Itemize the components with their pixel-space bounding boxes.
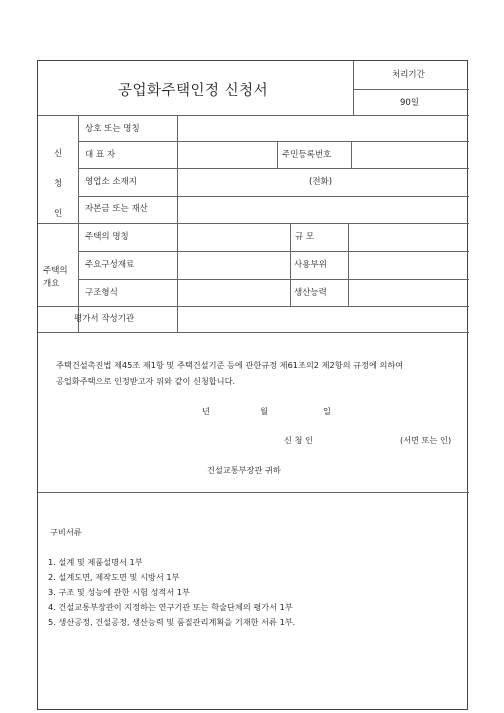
form-title: 공업화주택인정 신청서 — [118, 83, 269, 99]
trade-name-label: 상호 또는 명칭 — [85, 124, 140, 134]
document-item-2: 2. 설계도면, 제작도면 및 시방서 1부 — [48, 572, 180, 582]
date-day-label: 일 — [323, 406, 331, 416]
structure-label: 구조형식 — [85, 288, 118, 298]
applicant-sign-field[interactable] — [326, 431, 398, 447]
housing-side-label-1: 주택의 — [43, 266, 68, 276]
header-divider — [353, 61, 354, 115]
capacity-field[interactable] — [349, 280, 468, 305]
representative-field[interactable] — [178, 142, 276, 167]
statement-line-1: 주택건설촉진법 제45조 제1항 및 주택건설기준 등에 관한규정 제61조의2 제2항의 규정에 의하여 — [56, 360, 404, 370]
size-field[interactable] — [349, 224, 468, 250]
housing-name-label: 주택의 명칭 — [85, 232, 129, 242]
housing-name-field[interactable] — [178, 224, 290, 250]
phone-field[interactable] — [338, 169, 468, 195]
application-form — [37, 60, 468, 710]
applicant-side-char-3: 인 — [54, 209, 63, 219]
applicant-side-char-1: 신 — [54, 149, 63, 159]
processing-period-value: 90일 — [400, 98, 420, 108]
capacity-label: 생산능력 — [294, 288, 327, 298]
office-address-label: 영업소 소재지 — [85, 177, 137, 187]
materials-label: 주요구성재료 — [85, 260, 135, 270]
statement-line-2: 공업화주택으로 인정받고자 위와 같이 신청합니다. — [56, 376, 236, 386]
evaluator-label: 평가서 작성기관 — [74, 314, 135, 324]
phone-label: (전화) — [309, 177, 333, 187]
resident-number-label: 주민등록번호 — [282, 150, 332, 160]
sign-hint: (서면 또는 인) — [400, 435, 452, 445]
capital-label: 자본금 또는 재산 — [85, 204, 148, 214]
office-address-field[interactable] — [178, 169, 308, 195]
capital-field[interactable] — [178, 197, 468, 222]
document-item-5: 5. 생산공정, 건설공정, 생산능력 및 품질관리계획을 기재한 서류 1부. — [48, 617, 296, 627]
housing-side-label-2: 개요 — [43, 279, 60, 289]
date-month-label: 월 — [260, 406, 268, 416]
evaluator-field[interactable] — [178, 307, 468, 331]
structure-field[interactable] — [178, 280, 290, 305]
applicant-side-char-2: 청 — [54, 179, 63, 189]
materials-field[interactable] — [178, 252, 290, 278]
usage-field[interactable] — [349, 252, 468, 278]
documents-title: 구비서류 — [50, 527, 82, 537]
document-item-3: 3. 구조 및 성능에 관한 시험 성적서 1부 — [48, 587, 190, 597]
resident-number-field[interactable] — [352, 142, 468, 167]
usage-label: 사용부위 — [294, 260, 327, 270]
trade-name-field[interactable] — [178, 116, 468, 140]
representative-label: 대 표 자 — [85, 150, 116, 160]
size-label: 규 모 — [295, 232, 315, 242]
date-year-label: 년 — [202, 406, 210, 416]
document-item-4: 4. 건설교통부장관이 지정하는 연구기관 또는 학술단체의 평가서 1부 — [48, 602, 293, 612]
applicant-sign-label: 신 청 인 — [284, 435, 313, 445]
document-item-1: 1. 설계 및 제품설명서 1부 — [48, 557, 143, 567]
addressee: 건설교통부장관 귀하 — [207, 465, 281, 475]
processing-period-label: 처리기간 — [392, 70, 425, 80]
